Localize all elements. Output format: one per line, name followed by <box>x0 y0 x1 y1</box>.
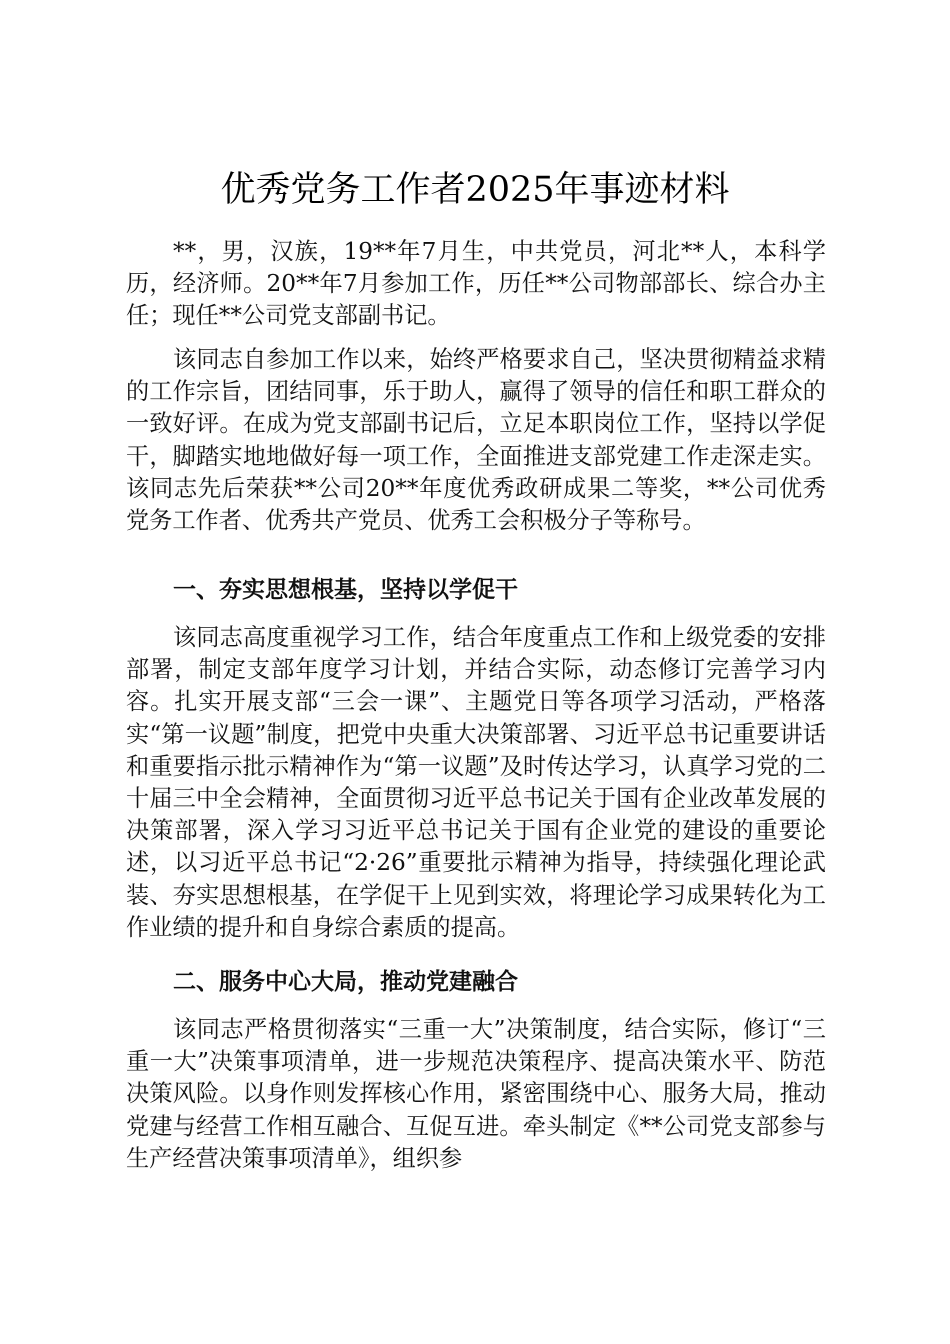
paragraph-summary: 该同志自参加工作以来，始终严格要求自己，坚决贯彻精益求精的工作宗旨，团结同事，乐于助人，赢得了领导的信任和职工群众的一致好评。在成为党支部副书记后，立足本职岗位工作，坚持以学促干，脚踏实地地做好每一项工作，全面推进支部党建工作走深走实。该同志先后荣获**公司20**年度优秀政研成果二等奖，**公司优秀党务工作者、优秀共产党员、优秀工会积极分子等称号。 <box>126 346 826 535</box>
section-heading-1: 一、夯实思想根基，坚持以学促干 <box>173 577 518 603</box>
paragraph-section-2: 该同志严格贯彻落实“三重一大”决策制度，结合实际，修订“三重一大”决策事项清单，进一步规范决策程序、提高决策水平、防范决策风险。以身作则发挥核心作用，紧密围绕中心、服务大局，推动党建与经营工作相互融合、互促互进。牵头制定《**公司党支部参与生产经营决策事项清单》，组织参 <box>126 1016 826 1172</box>
document-title: 优秀党务工作者2025年事迹材料 <box>220 170 730 210</box>
paragraph-section-1: 该同志高度重视学习工作，结合年度重点工作和上级党委的安排部署，制定支部年度学习计划，并结合实际，动态修订完善学习内容。扎实开展支部“三会一课”、主题党日等各项学习活动，严格落实“第一议题”制度，把党中央重大决策部署、习近平总书记重要讲话和重要指示批示精神作为“第一议题”及时传达学习，认真学习党的二十届三中全会精神，全面贯彻习近平总书记关于国有企业改革发展的决策部署，深入学习习近平总书记关于国有企业党的建设的重要论述，以习近平总书记“2·26”重要批示精神为指导，持续强化理论武装、夯实思想根基，在学促干上见到实效，将理论学习成果转化为工作业绩的提升和自身综合素质的提高。 <box>126 624 826 941</box>
paragraph-intro: **，男，汉族，19**年7月生，中共党员，河北**人，本科学历，经济师。20**年7月参加工作，历任**公司物部部长、综合办主任；现任**公司党支部副书记。 <box>126 238 826 330</box>
section-heading-2: 二、服务中心大局，推动党建融合 <box>173 969 518 995</box>
